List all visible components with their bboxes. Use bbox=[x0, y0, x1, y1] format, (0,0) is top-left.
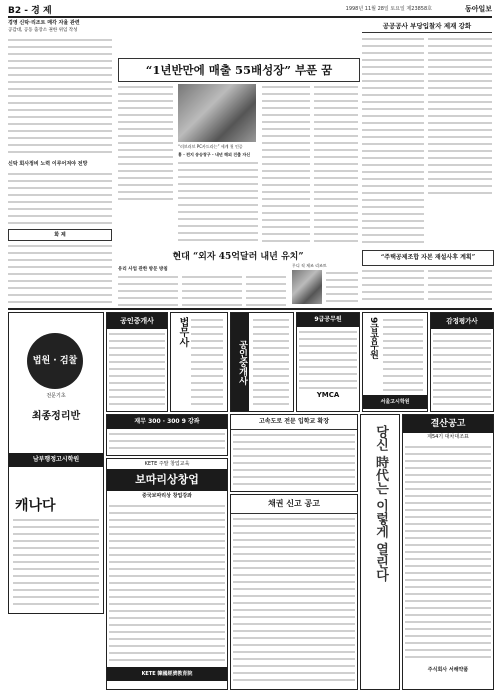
main-headline: “1년반만에 매출 55배성장” 부푼 꿈 bbox=[118, 58, 360, 82]
right-body-2 bbox=[428, 36, 492, 196]
right-headline-2: “주택공제조합 자본 재설사후 계획” bbox=[362, 250, 494, 266]
ad-price-body bbox=[109, 431, 225, 453]
ad-law-sub: 전문기초 bbox=[46, 393, 66, 399]
ad-final-review: 최종정리반 bbox=[31, 411, 81, 422]
bottom-headline: 현대 “외자 45억달러 내년 유치” bbox=[172, 252, 304, 262]
person-photo bbox=[292, 270, 322, 304]
date-line: 1998년 11월 28일 토요일 제23858호 bbox=[345, 6, 432, 12]
ad-pro-agent-title: 공인중개사 bbox=[231, 313, 249, 411]
ad-labor bbox=[430, 312, 494, 412]
ad-slogan-text: 당신 時代는 이렇게 열린다 bbox=[373, 425, 388, 582]
ad-settlement-sub: 제54기 대차대조표 bbox=[427, 434, 469, 440]
ad-agent-body bbox=[109, 331, 165, 409]
ad-pro-agent bbox=[230, 312, 294, 412]
left-body-3 bbox=[8, 243, 112, 303]
ad-uni-vertical: 9급공무원 bbox=[368, 317, 378, 360]
ad-franchise-title: 보따리상창업 bbox=[107, 469, 227, 491]
ad-fair-title: 고속도로 전문 입학교 확장 bbox=[231, 415, 357, 430]
ad-uni-name: 서울고시학원 bbox=[363, 395, 427, 409]
ad-pro-agent-body bbox=[253, 317, 289, 405]
ad-franchise-body bbox=[109, 503, 225, 665]
main-photo bbox=[178, 84, 256, 142]
left-sub-1: 공감대, 공동 출장소 권한 위임 작성 bbox=[8, 28, 78, 33]
page-header bbox=[8, 3, 492, 18]
bottom-sub: 유리 사업 관한 방문 방침 bbox=[118, 267, 168, 272]
ad-bond bbox=[230, 494, 358, 690]
ad-franchise bbox=[106, 458, 228, 690]
ad-fair bbox=[230, 414, 358, 492]
ad-agent-exam bbox=[106, 312, 168, 412]
left-box-label: 화 제 bbox=[8, 229, 112, 241]
ad-fair-body bbox=[233, 432, 355, 488]
left-headline-2: 신탁 회사정비 노력 이루어져야 전망 bbox=[8, 161, 88, 167]
ad-bond-title: 채권 신고 공고 bbox=[231, 495, 357, 514]
ad-labor-body bbox=[433, 331, 491, 407]
ad-daily-slogan bbox=[360, 414, 400, 690]
ad-ymca: YMCA bbox=[316, 391, 340, 399]
ad-settlement-body bbox=[405, 444, 491, 662]
bottom-body-4 bbox=[326, 270, 358, 304]
page-label: B2 - 경 제 bbox=[8, 6, 52, 16]
bottom-body-3 bbox=[246, 274, 286, 306]
ad-canada: 캐나다 bbox=[15, 498, 56, 514]
ad-bond-body bbox=[233, 516, 355, 684]
right-headline-1: 공공공사 부당입찰자 제재 강화 bbox=[362, 20, 492, 33]
main-sub: 홍 · 전지 송승창구 · 내년 해외 진출 자신 bbox=[178, 152, 251, 157]
ad-law-academy bbox=[8, 312, 104, 614]
left-body-1 bbox=[8, 37, 112, 157]
ad-uni-body bbox=[383, 317, 423, 391]
bottom-body-2 bbox=[182, 274, 242, 306]
ad-lawyers bbox=[170, 312, 228, 412]
right-body-3 bbox=[362, 268, 424, 300]
small-photo-caption: 무디 직 제조 리조트 bbox=[292, 263, 327, 268]
ad-civil-title: 9급공무원 bbox=[297, 313, 359, 327]
ad-separator bbox=[8, 308, 492, 310]
ad-uni bbox=[362, 312, 428, 412]
ad-law-title: 법원 · 검찰 bbox=[27, 333, 83, 389]
ad-company-footer: 주식회사 서해약품 bbox=[427, 667, 469, 673]
ad-civil-body bbox=[299, 329, 357, 389]
ad-academy-name: 남부행정고시학원 bbox=[9, 453, 103, 467]
ad-settlement bbox=[402, 414, 494, 690]
right-body-1 bbox=[362, 36, 424, 246]
ad-franchise-sub: 중국보따리상 창업강좌 bbox=[141, 493, 193, 499]
ad-lawyers-body bbox=[191, 317, 223, 405]
main-body-1 bbox=[118, 84, 173, 204]
ad-agent-title: 공인중개사 bbox=[107, 313, 167, 329]
ad-franchise-org: KETE 주말 창업교육 bbox=[144, 461, 190, 467]
left-headline-1: 경영 신탁·리조트 매각 자율 관련 bbox=[8, 20, 80, 26]
ad-kete-footer: KETE 韓國經濟教育院 bbox=[107, 667, 227, 681]
ad-price-title: 재무 300 · 300 9 강좌 bbox=[107, 415, 227, 429]
main-body-2 bbox=[178, 160, 258, 246]
ad-canada-body bbox=[13, 517, 99, 607]
left-column bbox=[8, 20, 112, 305]
main-body-3 bbox=[262, 84, 310, 246]
ad-settlement-title: 결산공고 bbox=[403, 415, 493, 433]
main-body-4 bbox=[314, 84, 358, 246]
right-body-4 bbox=[428, 268, 492, 300]
ad-lawyers-title: 법무사 bbox=[177, 317, 188, 347]
left-body-2 bbox=[8, 171, 112, 226]
newspaper-name: 동아일보 bbox=[464, 5, 492, 13]
ad-civil bbox=[296, 312, 360, 412]
ad-labor-title: 감정평가사 bbox=[431, 313, 493, 329]
bottom-body-1 bbox=[118, 274, 178, 306]
main-photo-caption: “러브러브 PC카드라는” 세계 첫 인증 bbox=[178, 144, 243, 149]
ad-price bbox=[106, 414, 228, 456]
